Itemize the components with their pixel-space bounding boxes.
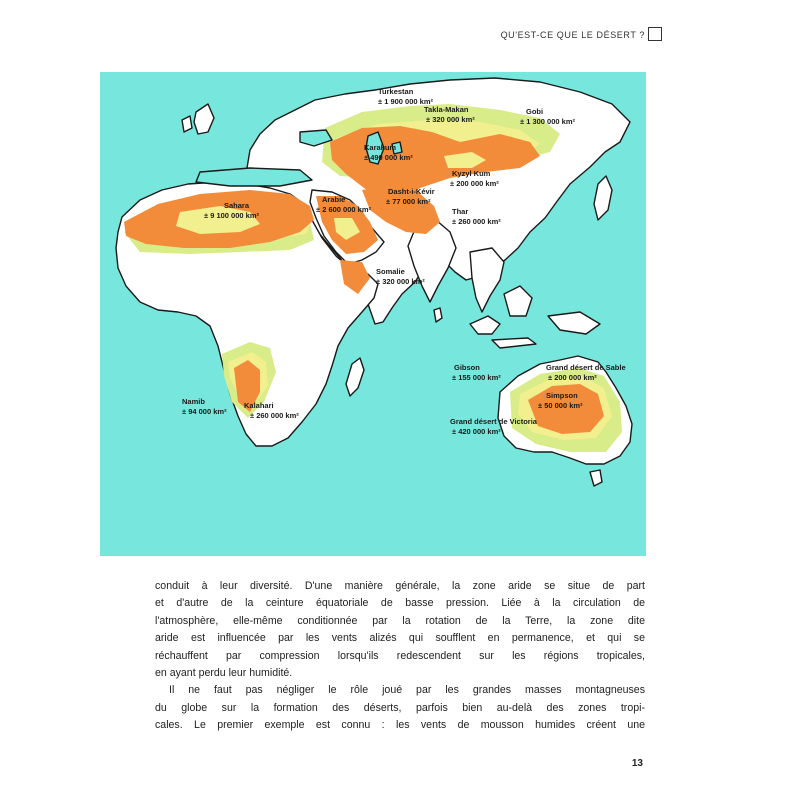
svg-text:Arabie: Arabie	[322, 195, 346, 204]
body-line: du globe sur la formation des déserts, parfois bien au-delà des zones tropi-	[155, 701, 645, 714]
label-takla-makan	[424, 105, 475, 124]
svg-text:± 2 600 000 km²: ± 2 600 000 km²	[316, 205, 371, 214]
svg-text:± 1 300 000 km²: ± 1 300 000 km²	[520, 117, 575, 126]
svg-text:± 420 000 km²: ± 420 000 km²	[452, 427, 501, 436]
svg-text:± 94 000 km²: ± 94 000 km²	[182, 407, 227, 416]
svg-text:Takla-Makan: Takla-Makan	[424, 105, 469, 114]
svg-text:± 200 000 km²: ± 200 000 km²	[548, 373, 597, 382]
header-box-icon	[648, 27, 662, 41]
svg-text:± 200 000 km²: ± 200 000 km²	[450, 179, 499, 188]
body-text	[155, 578, 645, 735]
svg-text:± 260 000 km²: ± 260 000 km²	[250, 411, 299, 420]
svg-text:Somalie: Somalie	[376, 267, 405, 276]
map-svg	[100, 72, 646, 556]
body-line: Il ne faut pas négliger le rôle joué par les grandes masses montagneuses	[169, 684, 645, 697]
svg-text:Karakum: Karakum	[364, 143, 397, 152]
body-line: cales. Le premier exemple est connu : les vents de mousson humides créent une	[155, 719, 645, 732]
svg-text:Simpson: Simpson	[546, 391, 578, 400]
svg-text:Thar: Thar	[452, 207, 469, 216]
svg-text:± 260 000 km²: ± 260 000 km²	[452, 217, 501, 226]
page-number: 13	[631, 758, 643, 769]
svg-text:Turkestan: Turkestan	[378, 87, 414, 96]
body-line: aride est influencée par les vents alizés qui soufflent en permanence, et qui se	[155, 632, 645, 645]
svg-text:Kyzyl Kum: Kyzyl Kum	[452, 169, 491, 178]
svg-text:Gibson: Gibson	[454, 363, 480, 372]
svg-text:Gobi: Gobi	[526, 107, 544, 116]
svg-text:± 9 100 000 km²: ± 9 100 000 km²	[204, 211, 259, 220]
body-line: réchauffent par compression lorsqu'ils redescendent sur les régions tropicales,	[155, 649, 645, 662]
svg-text:± 1 900 000 km²: ± 1 900 000 km²	[378, 97, 433, 106]
svg-text:± 155 000 km²: ± 155 000 km²	[452, 373, 501, 382]
svg-text:± 490 000 km²: ± 490 000 km²	[364, 153, 413, 162]
svg-text:± 77 000 km²: ± 77 000 km²	[386, 197, 431, 206]
svg-text:Kalahari: Kalahari	[244, 401, 274, 410]
svg-text:± 320 000 km²: ± 320 000 km²	[376, 277, 425, 286]
svg-text:Grand désert de Victoria: Grand désert de Victoria	[450, 417, 537, 426]
body-line: en ayant perdu leur humidité.	[155, 667, 293, 680]
svg-text:Dasht-i-Kévir: Dasht-i-Kévir	[388, 187, 435, 196]
mediterranean-sea	[196, 168, 312, 186]
svg-text:Namib: Namib	[182, 397, 205, 406]
running-head: QU'EST-CE QUE LE DÉSERT ?	[500, 30, 645, 40]
body-line: conduit à leur diversité. D'une manière générale, la zone aride se situe de part	[155, 580, 645, 592]
label-dasht-i-kevir	[386, 187, 435, 206]
body-line: l'atmosphère, elle-même conditionnée par la rotation de la Terre, la zone dite	[155, 614, 645, 627]
body-line: et d'autre de la ceinture équatoriale de basse pression. Liée à la circulation de	[155, 597, 645, 610]
svg-text:Grand désert de Sable: Grand désert de Sable	[546, 363, 626, 372]
svg-text:± 50 000 km²: ± 50 000 km²	[538, 401, 583, 410]
desert-map	[100, 72, 646, 556]
svg-text:Sahara: Sahara	[224, 201, 250, 210]
svg-text:± 320 000 km²: ± 320 000 km²	[426, 115, 475, 124]
